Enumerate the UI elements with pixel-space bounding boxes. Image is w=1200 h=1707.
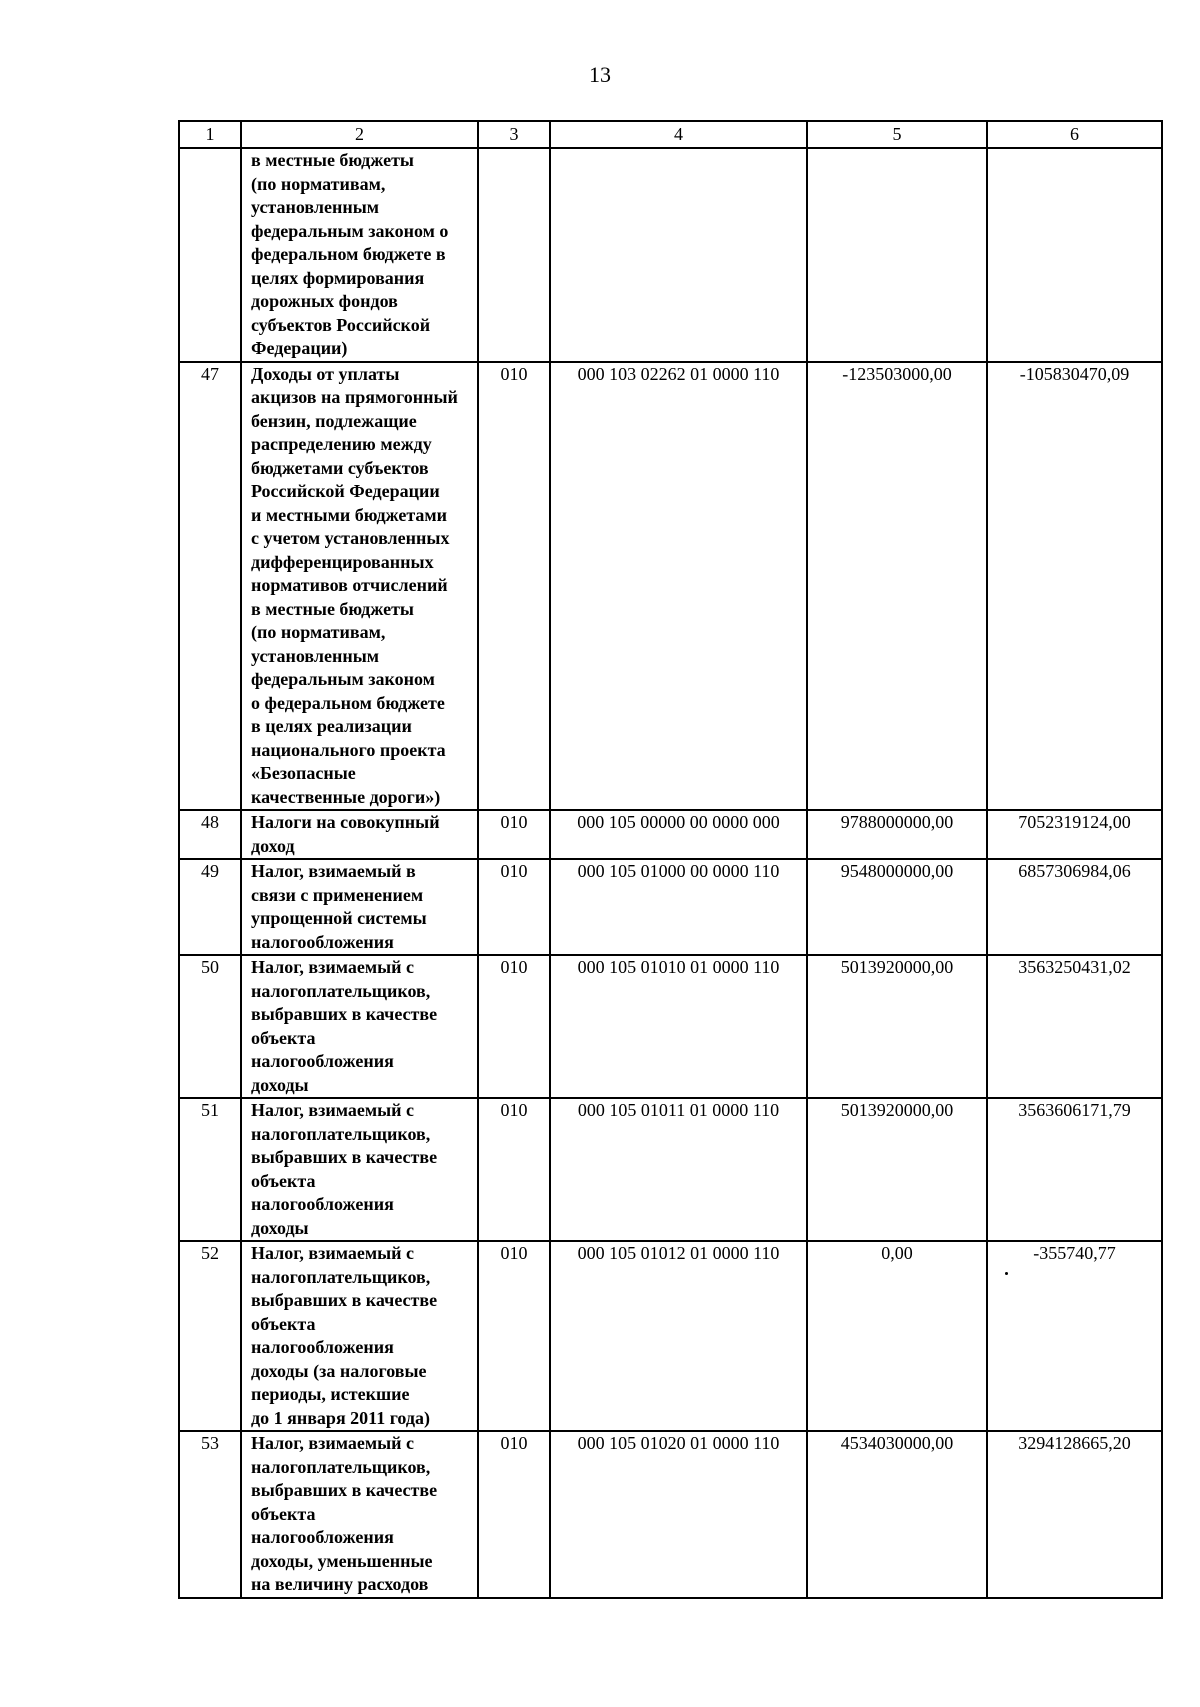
row-number: 47 xyxy=(179,362,241,811)
row-column-3: 010 xyxy=(478,362,550,811)
row-name: в местные бюджеты (по нормативам, установленным федеральным законом о федеральном бюджете в целях формирования дорожных фондов субъектов Российской Федерации) xyxy=(241,148,478,362)
row-column-3 xyxy=(478,148,550,362)
row-name: Налог, взимаемый с налогоплательщиков, выбравших в качестве объекта налогообложения доходы xyxy=(241,955,478,1098)
row-value-6 xyxy=(987,148,1162,362)
row-budget-code: 000 105 01011 01 0000 110 xyxy=(550,1098,807,1241)
row-value-6: 3294128665,20 xyxy=(987,1431,1162,1598)
table-row xyxy=(179,148,1162,362)
row-value-6: 3563250431,02 xyxy=(987,955,1162,1098)
page-number: 13 xyxy=(589,62,611,87)
row-value-5: 5013920000,00 xyxy=(807,955,987,1098)
row-column-3: 010 xyxy=(478,810,550,859)
budget-revenue-table xyxy=(178,120,1163,1599)
row-value-5: 9548000000,00 xyxy=(807,859,987,955)
row-name: Налог, взимаемый с налогоплательщиков, выбравших в качестве объекта налогообложения доходы xyxy=(241,1098,478,1241)
row-name: Налог, взимаемый с налогоплательщиков, выбравших в качестве объекта налогообложения доходы, уменьшенные на величину расходов xyxy=(241,1431,478,1598)
row-name: Налоги на совокупный доход xyxy=(241,810,478,859)
row-value-5: 0,00 xyxy=(807,1241,987,1431)
row-budget-code: 000 105 01020 01 0000 110 xyxy=(550,1431,807,1598)
row-column-3: 010 xyxy=(478,1241,550,1431)
row-value-6: -105830470,09 xyxy=(987,362,1162,811)
row-number: 49 xyxy=(179,859,241,955)
table-row xyxy=(179,955,1162,1098)
row-column-3: 010 xyxy=(478,1098,550,1241)
row-value-5: 5013920000,00 xyxy=(807,1098,987,1241)
row-number: 51 xyxy=(179,1098,241,1241)
table-row xyxy=(179,810,1162,859)
row-number: 52 xyxy=(179,1241,241,1431)
row-value-6: -355740,77 xyxy=(987,1241,1162,1431)
row-column-3: 010 xyxy=(478,955,550,1098)
row-value-5: -123503000,00 xyxy=(807,362,987,811)
row-number: 53 xyxy=(179,1431,241,1598)
header-cell: 2 xyxy=(241,121,478,148)
table-row xyxy=(179,859,1162,955)
header-cell: 3 xyxy=(478,121,550,148)
row-value-5 xyxy=(807,148,987,362)
header-cell: 4 xyxy=(550,121,807,148)
table-row xyxy=(179,1241,1162,1431)
row-value-5: 9788000000,00 xyxy=(807,810,987,859)
row-value-6: 3563606171,79 xyxy=(987,1098,1162,1241)
row-name: Налог, взимаемый в связи с применением упрощенной системы налогообложения xyxy=(241,859,478,955)
row-number: 48 xyxy=(179,810,241,859)
header-cell: 5 xyxy=(807,121,987,148)
row-name: Доходы от уплаты акцизов на прямогонный бензин, подлежащие распределению между бюджетами субъектов Российской Федерации и местными бюджетами с учетом установленных дифференцированных нормативов отчислений в местные бюджеты (по нормативам, установленным федеральным законом о федеральном бюджете в целях реализации национального проекта «Безопасные качественные дороги») xyxy=(241,362,478,811)
row-budget-code: 000 105 01010 01 0000 110 xyxy=(550,955,807,1098)
table-row xyxy=(179,1431,1162,1598)
row-budget-code: 000 105 01012 01 0000 110 xyxy=(550,1241,807,1431)
row-budget-code: 000 103 02262 01 0000 110 xyxy=(550,362,807,811)
row-value-5: 4534030000,00 xyxy=(807,1431,987,1598)
table-row xyxy=(179,362,1162,811)
row-budget-code: 000 105 00000 00 0000 000 xyxy=(550,810,807,859)
table-header-row xyxy=(179,121,1162,148)
row-column-3: 010 xyxy=(478,859,550,955)
row-number: 50 xyxy=(179,955,241,1098)
row-value-6: 6857306984,06 xyxy=(987,859,1162,955)
row-name: Налог, взимаемый с налогоплательщиков, выбравших в качестве объекта налогообложения доходы (за налоговые периоды, истекшие до 1 января 2011 года) xyxy=(241,1241,478,1431)
scan-speck xyxy=(1005,1272,1008,1275)
row-value-6: 7052319124,00 xyxy=(987,810,1162,859)
header-cell: 1 xyxy=(179,121,241,148)
table-row xyxy=(179,1098,1162,1241)
row-budget-code xyxy=(550,148,807,362)
row-number xyxy=(179,148,241,362)
row-column-3: 010 xyxy=(478,1431,550,1598)
row-budget-code: 000 105 01000 00 0000 110 xyxy=(550,859,807,955)
header-cell: 6 xyxy=(987,121,1162,148)
